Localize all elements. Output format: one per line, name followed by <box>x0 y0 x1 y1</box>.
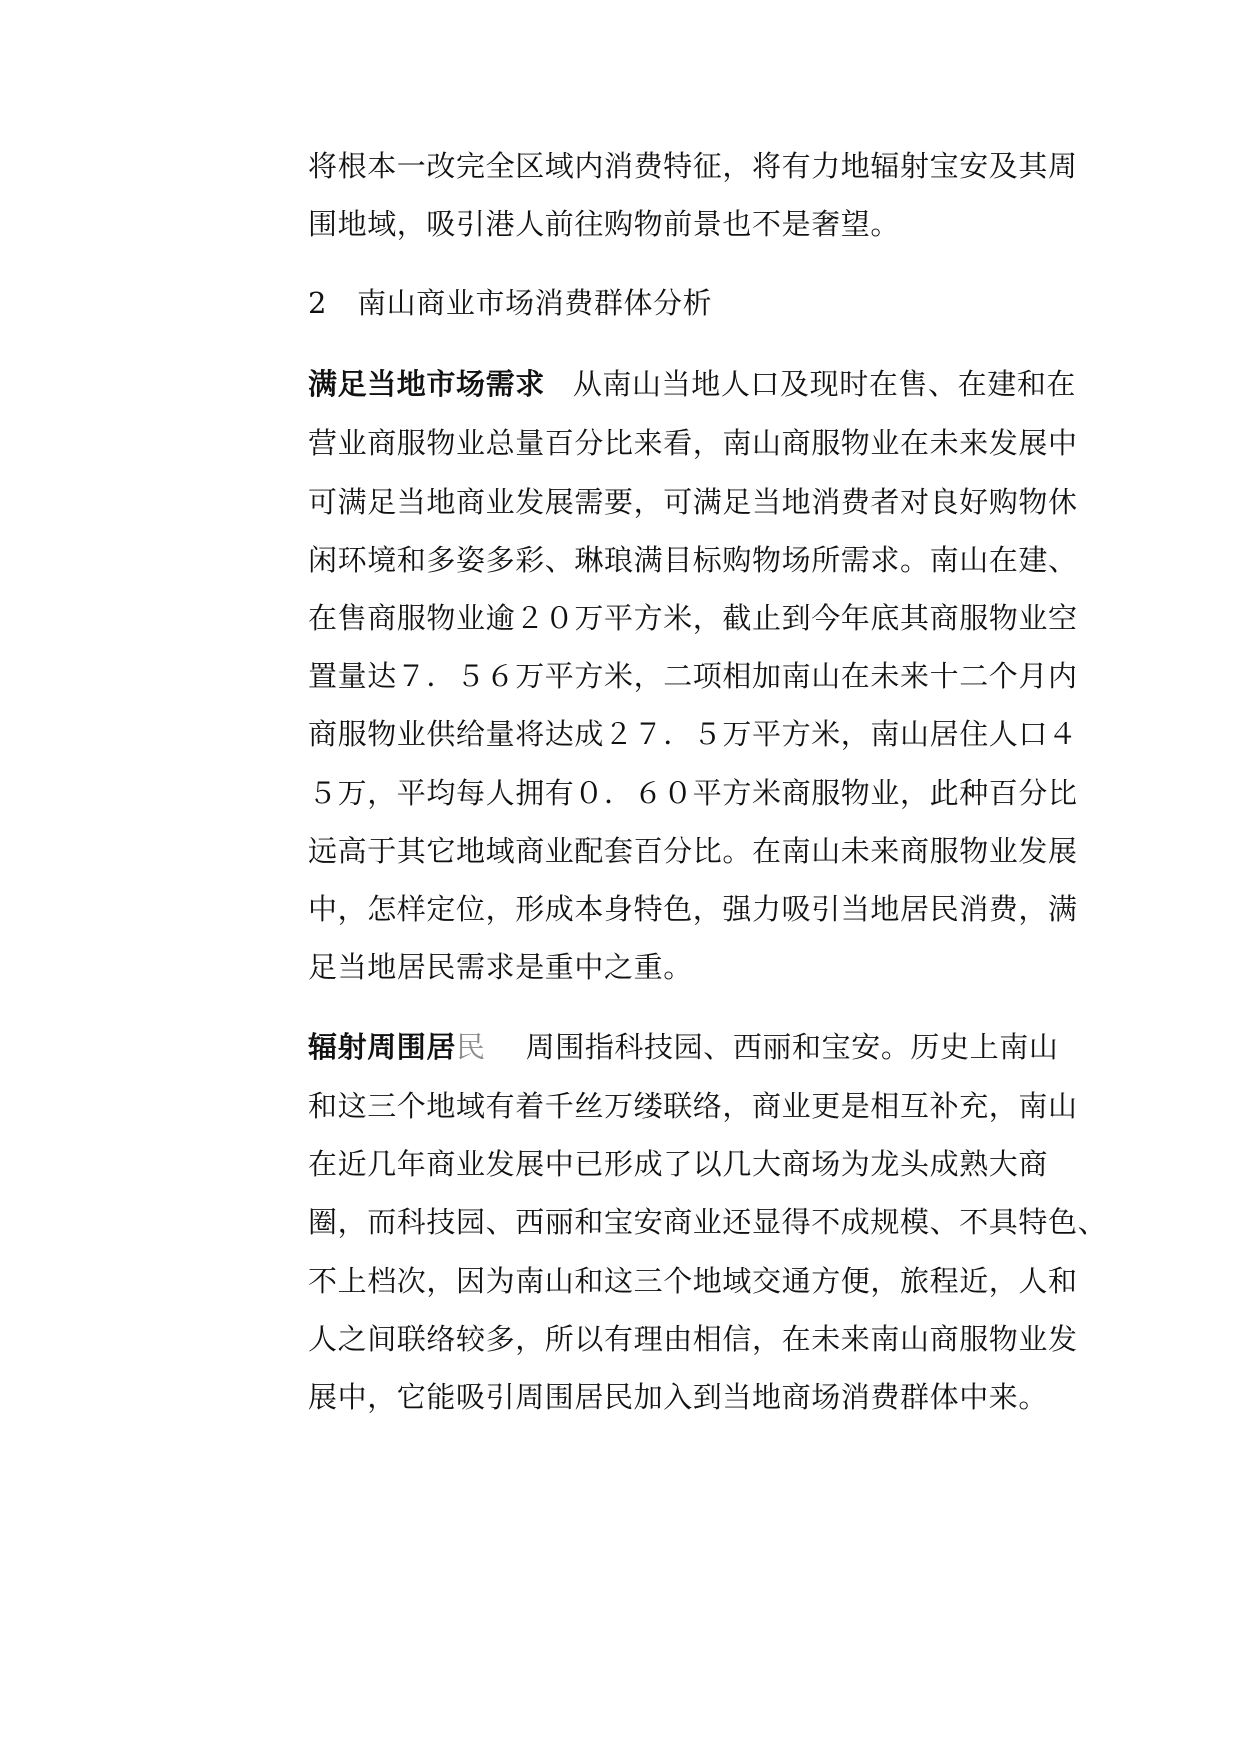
paragraph-2-first-line <box>308 1027 1068 1067</box>
paragraph-1-line: 闲环境和多姿多彩、琳琅满目标购物场所需求。南山在建、 <box>308 543 1078 577</box>
paragraph-1-line: 足当地居民需求是重中之重。 <box>308 950 693 984</box>
paragraph-2-line: 在近几年商业发展中已形成了以几大商场为龙头成熟大商 <box>308 1147 1049 1181</box>
section-number: 2 <box>308 286 328 320</box>
paragraph-1-line: ５万，平均每人拥有０．６０平方米商服物业，此种百分比 <box>308 776 1078 810</box>
paragraph-1-heading: 满足当地市场需求 <box>308 367 545 401</box>
paragraph-2-line: 和这三个地域有着千丝万缕联络，商业更是相互补充，南山 <box>308 1089 1078 1123</box>
intro-line: 围地域，吸引港人前往购物前景也不是奢望。 <box>308 207 901 241</box>
paragraph-2-line: 圈，而科技园、西丽和宝安商业还显得不成规模、不具特色、 <box>308 1205 1108 1239</box>
paragraph-2-heading: 辐射周围居 <box>308 1030 457 1064</box>
paragraph-2-line: 展中，它能吸引周围居民加入到当地商场消费群体中来。 <box>308 1380 1049 1414</box>
paragraph-1-line: 中，怎样定位，形成本身特色，强力吸引当地居民消费，满 <box>308 892 1078 926</box>
paragraph-2-line: 人之间联络较多，所以有理由相信，在未来南山商服物业发 <box>308 1322 1078 1356</box>
section-title: 南山商业市场消费群体分析 <box>357 286 713 320</box>
paragraph-1-line: 商服物业供给量将达成２７．５万平方米，南山居住人口４ <box>308 717 1078 751</box>
intro-line: 将根本一改完全区域内消费特征，将有力地辐射宝安及其周 <box>308 149 1078 183</box>
paragraph-1-line: 可满足当地商业发展需要，可满足当地消费者对良好购物休 <box>308 485 1078 519</box>
paragraph-1-line: 营业商服物业总量百分比来看，南山商服物业在未来发展中 <box>308 426 1078 460</box>
paragraph-2-line: 不上档次，因为南山和这三个地域交通方便，旅程近，人和 <box>308 1264 1078 1298</box>
paragraph-1-line: 远高于其它地域商业配套百分比。在南山未来商服物业发展 <box>308 834 1078 868</box>
paragraph-1-line: 置量达７．５６万平方米，二项相加南山在未来十二个月内 <box>308 659 1078 693</box>
paragraph-1-lead: 从南山当地人口及现时在售、在建和在 <box>572 367 1077 401</box>
paragraph-1-line: 在售商服物业逾２０万平方米，截止到今年底其商服物业空 <box>308 601 1078 635</box>
paragraph-1-first-line <box>308 364 1077 404</box>
paragraph-2-lead: 周围指科技园、西丽和宝安。历史上南山 <box>525 1030 1059 1064</box>
section-heading <box>308 283 1068 323</box>
paragraph-2-heading-tail: 民 <box>456 1030 486 1064</box>
